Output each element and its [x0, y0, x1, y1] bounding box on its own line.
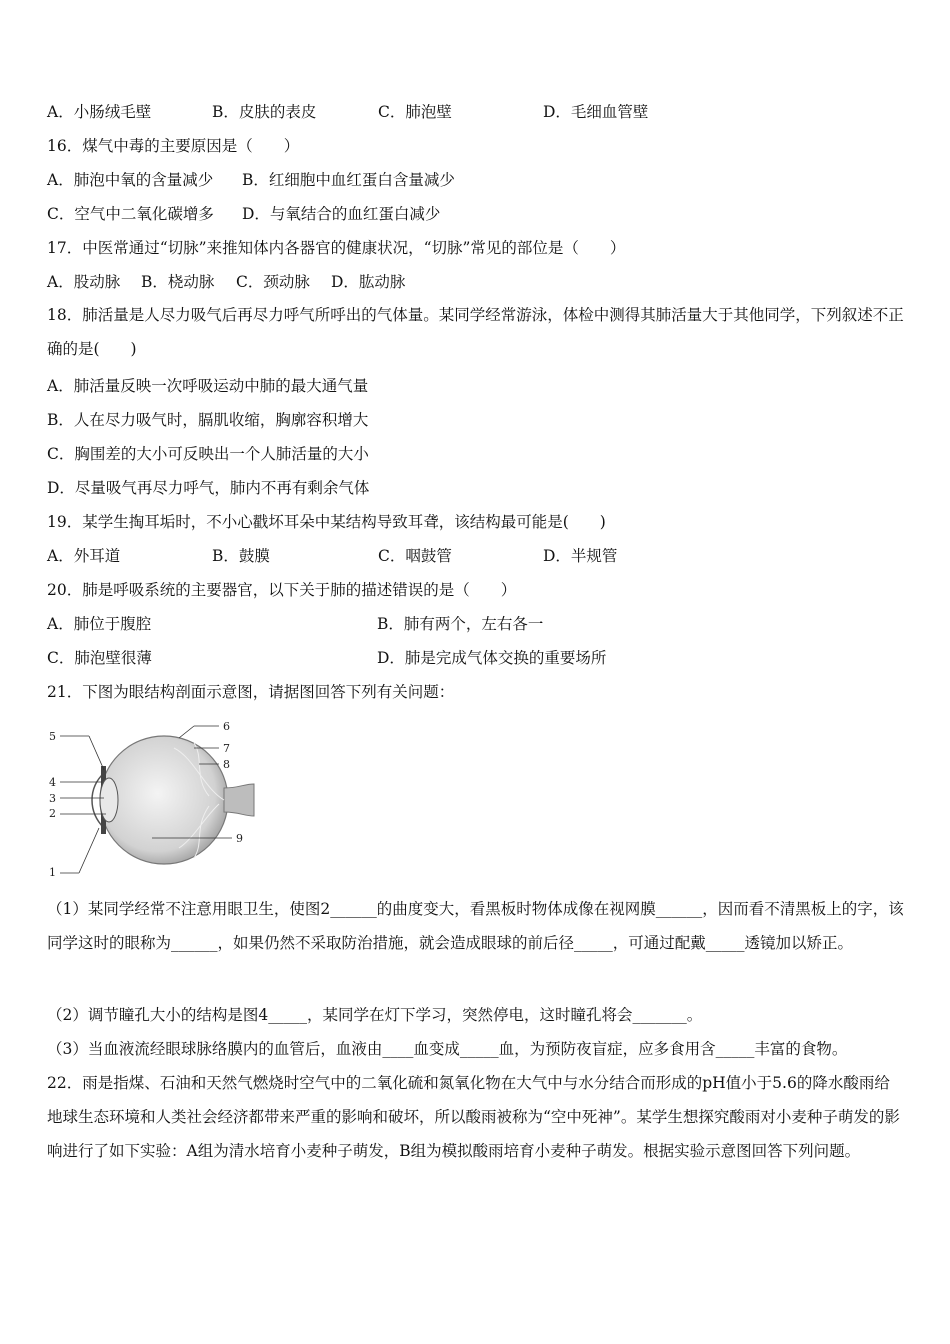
q21-sub1: （1）某同学经常不注意用眼卫生，使图2______的曲度变大，看黑板时物体成像在视网膜______，因而看不清黑板上的字，该同学这时的眼称为______，如果仍然不采取防治措施，就会造成眼球的前后径_____，可通过配戴_____透镜加以矫正。: [47, 900, 904, 952]
q16-option-d: D．与氧结合的血红蛋白减少: [242, 205, 441, 223]
q18-option-b: B．人在尽力吸气时，膈肌收缩，胸廓容积增大: [47, 411, 369, 429]
q20-option-a: A．肺位于腹腔: [47, 615, 152, 633]
q15-option-d: D．毛细血管壁: [543, 103, 649, 121]
q20-option-b: B．肺有两个，左右各一: [377, 615, 544, 633]
q18-option-a: A．肺活量反映一次呼吸运动中肺的最大通气量: [47, 377, 369, 395]
q16-option-c: C．空气中二氧化碳增多: [47, 205, 214, 223]
q19-option-a: A．外耳道: [47, 547, 121, 565]
q16-option-a: A．肺泡中氧的含量减少: [47, 171, 214, 189]
diagram-label-1: 1: [49, 866, 56, 879]
q16-stem: 16．煤气中毒的主要原因是（ ）: [47, 137, 300, 155]
q17-option-a: A．股动脉: [47, 273, 121, 291]
eyeball-shape: [100, 736, 228, 864]
leader-line-5b: [89, 736, 104, 770]
diagram-label-8: 8: [223, 758, 230, 771]
q17-option-b: B．桡动脉: [141, 273, 215, 291]
q22-stem: 22．雨是指煤、石油和天然气燃烧时空气中的二氧化硫和氮氧化物在大气中与水分结合而形成的pH值小于5.6的降水酸雨给地球生态环境和人类社会经济都带来严重的影响和破坏，所以酸雨被称为“空中死神”。某学生想探究酸雨对小麦种子萌发的影响进行了如下实验：A组为清水培育小麦种子萌发，B组为模拟酸雨培育小麦种子萌发。根据实验示意图回答下列问题。: [47, 1074, 900, 1160]
q17-option-c: C．颈动脉: [236, 273, 310, 291]
q15-option-b: B．皮肤的表皮: [212, 103, 317, 121]
q19-option-b: B．鼓膜: [212, 547, 270, 565]
q21-sub3: （3）当血液流经眼球脉络膜内的血管后，血液由____血变成_____血，为预防夜盲症，应多食用含_____丰富的食物。: [47, 1040, 848, 1058]
q19-option-c: C．咽鼓管: [378, 547, 452, 565]
q20-stem: 20．肺是呼吸系统的主要器官，以下关于肺的描述错误的是（ ）: [47, 581, 517, 599]
q21-sub2: （2）调节瞳孔大小的结构是图4_____，某同学在灯下学习，突然停电，这时瞳孔将会_______。: [47, 1006, 703, 1024]
q15-option-a: A．小肠绒毛壁: [47, 103, 152, 121]
leader-line-6b: [179, 726, 194, 738]
q15-option-c: C．肺泡壁: [378, 103, 452, 121]
q18-option-d: D．尽量吸气再尽力呼气，肺内不再有剩余气体: [47, 479, 370, 497]
q16-option-b: B．红细胞中血红蛋白含量减少: [242, 171, 455, 189]
q18-option-c: C．胸围差的大小可反映出一个人肺活量的大小: [47, 445, 369, 463]
diagram-label-2: 2: [49, 807, 56, 820]
eye-structure-diagram: [44, 718, 264, 883]
diagram-label-3: 3: [49, 792, 56, 805]
diagram-label-6: 6: [223, 720, 230, 733]
diagram-label-4: 4: [49, 776, 56, 789]
q18-stem: 18．肺活量是人尽力吸气后再尽力呼气所呼出的气体量。某同学经常游泳，体检中测得其肺活量大于其他同学，下列叙述不正确的是( ): [47, 306, 904, 358]
diagram-label-5: 5: [49, 730, 56, 743]
q17-stem: 17．中医常通过“切脉”来推知体内各器官的健康状况，“切脉”常见的部位是（ ）: [47, 239, 626, 257]
diagram-label-9: 9: [236, 832, 243, 845]
leader-line-1b: [79, 828, 99, 873]
lens-shape: [100, 778, 118, 822]
diagram-label-7: 7: [223, 742, 230, 755]
q19-stem: 19．某学生掏耳垢时，不小心戳坏耳朵中某结构导致耳聋，该结构最可能是( ): [47, 513, 606, 531]
q19-option-d: D．半规管: [543, 547, 618, 565]
q20-option-d: D．肺是完成气体交换的重要场所: [377, 649, 607, 667]
optic-nerve-shape: [224, 784, 254, 816]
q20-option-c: C．肺泡壁很薄: [47, 649, 152, 667]
q21-stem: 21．下图为眼结构剖面示意图，请据图回答下列有关问题：: [47, 683, 455, 701]
q17-option-d: D．肱动脉: [331, 273, 406, 291]
